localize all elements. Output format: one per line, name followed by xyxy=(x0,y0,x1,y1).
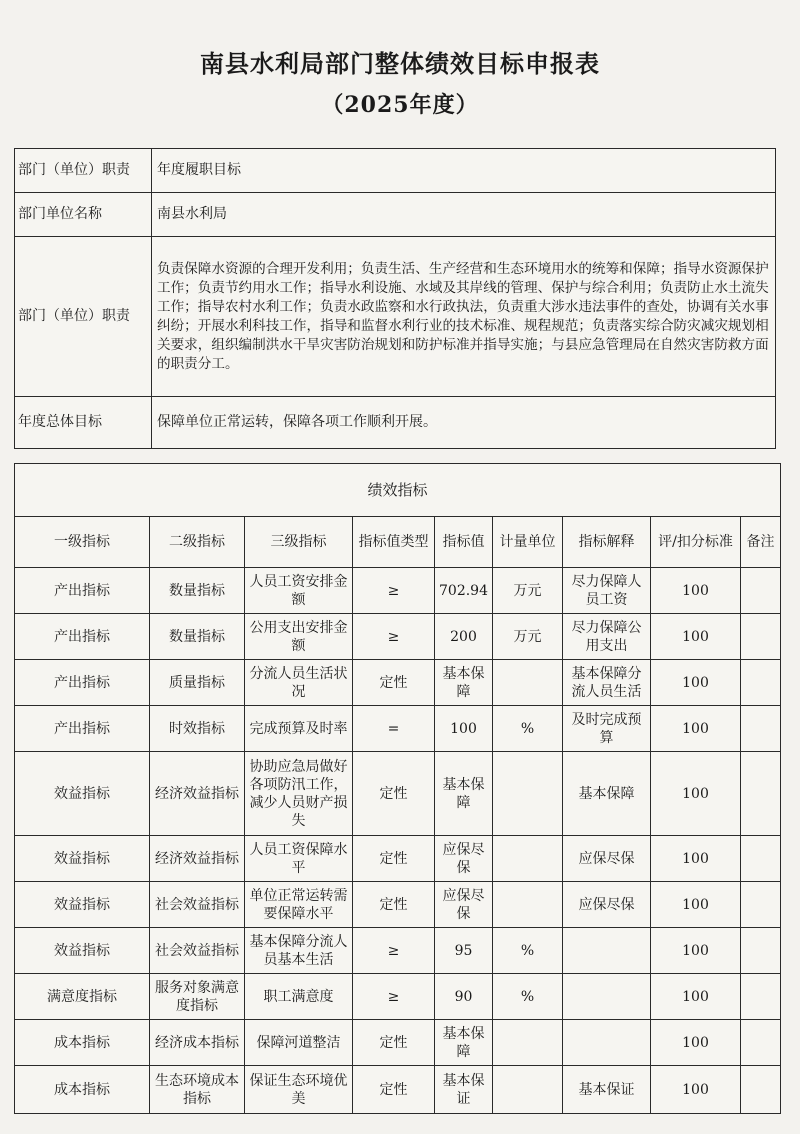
unit-cell: % xyxy=(493,928,563,974)
unit-cell xyxy=(493,1020,563,1066)
unit-cell xyxy=(493,752,563,836)
level1-indicator-cell: 产出指标 xyxy=(15,614,150,660)
value-type-cell: = xyxy=(353,706,435,752)
table-row xyxy=(15,614,781,660)
unit-cell xyxy=(493,660,563,706)
remark-cell xyxy=(741,974,781,1020)
indicator-explanation-cell: 尽力保障人员工资 xyxy=(563,568,651,614)
indicator-value-cell: 100 xyxy=(435,706,493,752)
indicator-explanation-cell: 应保尽保 xyxy=(563,882,651,928)
performance-indicator-table xyxy=(14,463,781,1114)
level3-indicator-cell: 人员工资保障水平 xyxy=(245,836,353,882)
level2-indicator-cell: 社会效益指标 xyxy=(150,882,245,928)
info-label: 部门（单位）职责 xyxy=(15,237,152,397)
level1-indicator-cell: 成本指标 xyxy=(15,1066,150,1114)
level3-indicator-cell: 基本保障分流人员基本生活 xyxy=(245,928,353,974)
level3-indicator-cell: 单位正常运转需要保障水平 xyxy=(245,882,353,928)
value-type-cell: 定性 xyxy=(353,882,435,928)
level1-indicator-cell: 效益指标 xyxy=(15,836,150,882)
info-label: 年度总体目标 xyxy=(15,397,152,449)
remark-cell xyxy=(741,568,781,614)
level1-indicator-cell: 效益指标 xyxy=(15,928,150,974)
table-row xyxy=(15,706,781,752)
indicator-explanation-cell: 应保尽保 xyxy=(563,836,651,882)
indicator-value-cell: 应保尽保 xyxy=(435,836,493,882)
level1-indicator-cell: 产出指标 xyxy=(15,568,150,614)
level3-indicator-cell: 人员工资安排金额 xyxy=(245,568,353,614)
column-header: 评/扣分标准 xyxy=(651,517,741,568)
column-header: 二级指标 xyxy=(150,517,245,568)
column-header: 三级指标 xyxy=(245,517,353,568)
remark-cell xyxy=(741,1066,781,1114)
score-standard-cell: 100 xyxy=(651,974,741,1020)
value-type-cell: 定性 xyxy=(353,1020,435,1066)
value-type-cell: ≥ xyxy=(353,974,435,1020)
remark-cell xyxy=(741,706,781,752)
value-type-cell: ≥ xyxy=(353,928,435,974)
table-row xyxy=(15,928,781,974)
remark-cell xyxy=(741,614,781,660)
department-info-table xyxy=(14,148,776,449)
value-type-cell: 定性 xyxy=(353,752,435,836)
document-year: （2025年度） xyxy=(321,92,479,118)
score-standard-cell: 100 xyxy=(651,568,741,614)
level2-indicator-cell: 数量指标 xyxy=(150,568,245,614)
level2-indicator-cell: 生态环境成本指标 xyxy=(150,1066,245,1114)
score-standard-cell: 100 xyxy=(651,752,741,836)
info-row xyxy=(15,397,776,449)
level3-indicator-cell: 保证生态环境优美 xyxy=(245,1066,353,1114)
score-standard-cell: 100 xyxy=(651,706,741,752)
level2-indicator-cell: 服务对象满意度指标 xyxy=(150,974,245,1020)
indicator-explanation-cell xyxy=(563,1020,651,1066)
table-row xyxy=(15,882,781,928)
unit-cell xyxy=(493,836,563,882)
level2-indicator-cell: 经济成本指标 xyxy=(150,1020,245,1066)
score-standard-cell: 100 xyxy=(651,1020,741,1066)
indicator-explanation-cell: 及时完成预算 xyxy=(563,706,651,752)
indicator-explanation-cell: 基本保障分流人员生活 xyxy=(563,660,651,706)
level3-indicator-cell: 完成预算及时率 xyxy=(245,706,353,752)
column-header: 计量单位 xyxy=(493,517,563,568)
indicator-value-cell: 200 xyxy=(435,614,493,660)
score-standard-cell: 100 xyxy=(651,836,741,882)
level1-indicator-cell: 成本指标 xyxy=(15,1020,150,1066)
responsibilities-text: 负责保障水资源的合理开发利用；负责生活、生产经营和生态环境用水的统筹和保障；指导水资源保护工作；负责节约用水工作；指导水利设施、水域及其岸线的管理、保护与综合利用；负责防止水土流失工作；指导农村水利工作；负责水政监察和水行政执法，负责重大涉水违法事件的查处，协调有关水事纠纷；开展水利科技工作，指导和监督水利行业的技术标准、规程规范；负责落实综合防灾减灾规划相关要求，组织编制洪水干旱灾害防治规划和防护标准并指导实施；与县应急管理局在自然灾害防救方面的职责分工。 xyxy=(152,237,776,397)
indicator-value-cell: 基本保障 xyxy=(435,660,493,706)
indicator-value-cell: 95 xyxy=(435,928,493,974)
indicator-explanation-cell xyxy=(563,928,651,974)
table-row xyxy=(15,974,781,1020)
value-type-cell: ≥ xyxy=(353,614,435,660)
indicator-explanation-cell xyxy=(563,974,651,1020)
info-row xyxy=(15,149,776,193)
unit-cell: % xyxy=(493,706,563,752)
remark-cell xyxy=(741,660,781,706)
level1-indicator-cell: 效益指标 xyxy=(15,752,150,836)
remark-cell xyxy=(741,1020,781,1066)
column-header: 备注 xyxy=(741,517,781,568)
indicator-value-cell: 基本保证 xyxy=(435,1066,493,1114)
indicator-value-cell: 应保尽保 xyxy=(435,882,493,928)
info-value: 南县水利局 xyxy=(152,193,776,237)
indicator-value-cell: 基本保障 xyxy=(435,1020,493,1066)
unit-cell xyxy=(493,882,563,928)
level3-indicator-cell: 保障河道整洁 xyxy=(245,1020,353,1066)
unit-cell: 万元 xyxy=(493,614,563,660)
remark-cell xyxy=(741,882,781,928)
score-standard-cell: 100 xyxy=(651,928,741,974)
table-row xyxy=(15,752,781,836)
level2-indicator-cell: 时效指标 xyxy=(150,706,245,752)
score-standard-cell: 100 xyxy=(651,882,741,928)
value-type-cell: ≥ xyxy=(353,568,435,614)
level2-indicator-cell: 经济效益指标 xyxy=(150,836,245,882)
remark-cell xyxy=(741,928,781,974)
level2-indicator-cell: 经济效益指标 xyxy=(150,752,245,836)
caption-row xyxy=(15,464,781,517)
level1-indicator-cell: 效益指标 xyxy=(15,882,150,928)
level1-indicator-cell: 满意度指标 xyxy=(15,974,150,1020)
column-header: 一级指标 xyxy=(15,517,150,568)
score-standard-cell: 100 xyxy=(651,614,741,660)
indicator-rows xyxy=(15,568,781,1114)
indicator-value-cell: 90 xyxy=(435,974,493,1020)
column-header: 指标解释 xyxy=(563,517,651,568)
unit-cell: % xyxy=(493,974,563,1020)
value-type-cell: 定性 xyxy=(353,660,435,706)
column-header: 指标值 xyxy=(435,517,493,568)
indicator-explanation-cell: 基本保证 xyxy=(563,1066,651,1114)
score-standard-cell: 100 xyxy=(651,1066,741,1114)
info-row xyxy=(15,193,776,237)
table-row xyxy=(15,836,781,882)
level1-indicator-cell: 产出指标 xyxy=(15,706,150,752)
indicator-explanation-cell: 尽力保障公用支出 xyxy=(563,614,651,660)
info-label: 部门单位名称 xyxy=(15,193,152,237)
level3-indicator-cell: 职工满意度 xyxy=(245,974,353,1020)
score-standard-cell: 100 xyxy=(651,660,741,706)
remark-cell xyxy=(741,836,781,882)
indicator-value-cell: 702.94 xyxy=(435,568,493,614)
table-row xyxy=(15,1066,781,1114)
info-label: 部门（单位）职责 xyxy=(15,149,152,193)
info-value: 保障单位正常运转，保障各项工作顺利开展。 xyxy=(152,397,776,449)
level1-indicator-cell: 产出指标 xyxy=(15,660,150,706)
indicator-explanation-cell: 基本保障 xyxy=(563,752,651,836)
level2-indicator-cell: 质量指标 xyxy=(150,660,245,706)
table-caption: 绩效指标 xyxy=(15,464,781,517)
info-row xyxy=(15,237,776,397)
value-type-cell: 定性 xyxy=(353,836,435,882)
info-value: 年度履职目标 xyxy=(152,149,776,193)
column-header: 指标值类型 xyxy=(353,517,435,568)
level3-indicator-cell: 公用支出安排金额 xyxy=(245,614,353,660)
header-row xyxy=(15,517,781,568)
indicator-value-cell: 基本保障 xyxy=(435,752,493,836)
value-type-cell: 定性 xyxy=(353,1066,435,1114)
level2-indicator-cell: 社会效益指标 xyxy=(150,928,245,974)
level3-indicator-cell: 分流人员生活状况 xyxy=(245,660,353,706)
table-row xyxy=(15,660,781,706)
table-row xyxy=(15,568,781,614)
unit-cell: 万元 xyxy=(493,568,563,614)
document-title: 南县水利局部门整体绩效目标申报表 xyxy=(200,49,600,78)
remark-cell xyxy=(741,752,781,836)
unit-cell xyxy=(493,1066,563,1114)
table-row xyxy=(15,1020,781,1066)
level2-indicator-cell: 数量指标 xyxy=(150,614,245,660)
level3-indicator-cell: 协助应急局做好各项防汛工作，减少人员财产损失 xyxy=(245,752,353,836)
